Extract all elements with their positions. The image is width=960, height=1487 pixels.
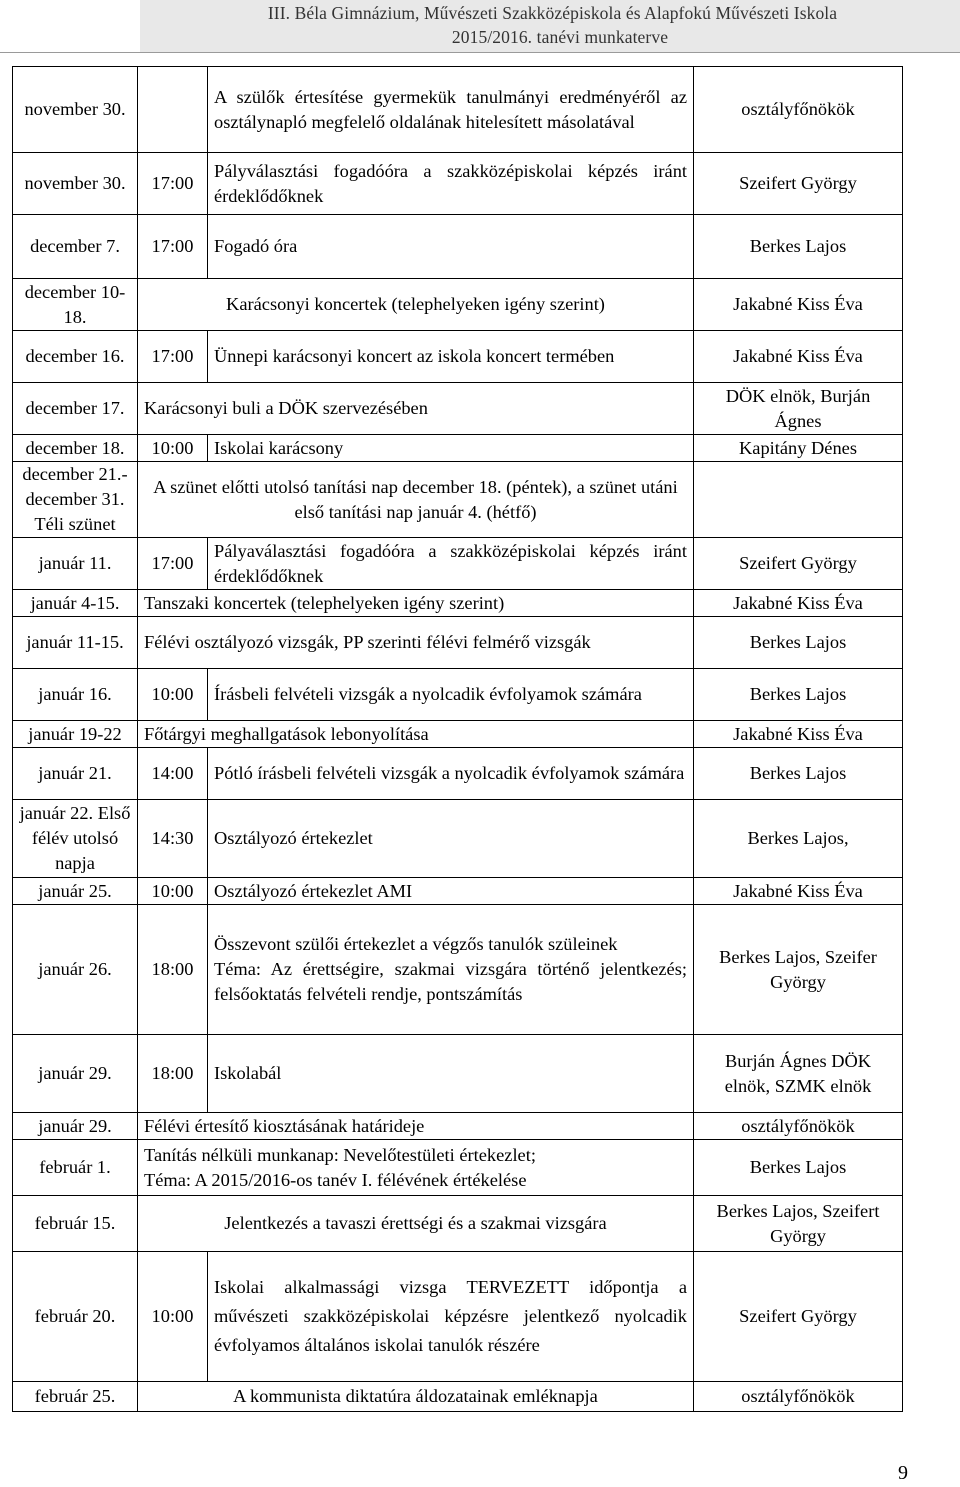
row-description: Osztályozó értekezlet AMI (208, 878, 694, 905)
row-date: február 15. (13, 1196, 138, 1252)
row-responsible: Berkes Lajos, Szeifert György (694, 1196, 903, 1252)
row-description: Ünnepi karácsonyi koncert az iskola koncert termében (208, 331, 694, 383)
row-description: Írásbeli felvételi vizsgák a nyolcadik évfolyamok számára (208, 669, 694, 721)
table-row (13, 67, 903, 153)
row-responsible (694, 462, 903, 538)
row-time: 10:00 (138, 1252, 208, 1382)
table-row (13, 538, 903, 590)
table-row (13, 1035, 903, 1113)
staff-meeting-topic: Téma: A 2015/2016-os tanév I. félévének értékelése (144, 1169, 527, 1190)
table-row (13, 1113, 903, 1140)
header-rule (0, 52, 960, 53)
row-time: 10:00 (138, 878, 208, 905)
row-description: Pályválasztási fogadóóra a szakközépiskolai képzés iránt érdeklődőknek (208, 153, 694, 215)
row-description: A szülők értesítése gyermekük tanulmányi eredményéről az osztálynapló megfelelő oldalának hitelesített másolatával (208, 67, 694, 153)
row-description: A kommunista diktatúra áldozatainak emléknapja (138, 1382, 694, 1412)
row-date: november 30. (13, 67, 138, 153)
table-row (13, 1382, 903, 1412)
row-responsible: osztályfőnökök (694, 67, 903, 153)
row-responsible: Szeifert György (694, 1252, 903, 1382)
row-date: december 7. (13, 215, 138, 279)
table-row (13, 279, 903, 331)
table-row (13, 590, 903, 617)
table-row (13, 435, 903, 462)
table-row (13, 153, 903, 215)
row-time: 18:00 (138, 1035, 208, 1113)
table-row (13, 905, 903, 1035)
row-time: 17:00 (138, 215, 208, 279)
row-date: december 10-18. (13, 279, 138, 331)
row-description: Iskolai alkalmassági vizsga TERVEZETT időpontja a művészeti szakközépiskolai képzésre jelentkező nyolcadik évfolyamos általános iskolai tanulók részére (208, 1252, 694, 1382)
row-description: Jelentkezés a tavaszi érettségi és a szakmai vizsgára (138, 1196, 694, 1252)
row-description: Félévi értesítő kiosztásának határideje (138, 1113, 694, 1140)
row-date: január 26. (13, 905, 138, 1035)
row-date: január 19-22 (13, 721, 138, 748)
row-time: 17:00 (138, 153, 208, 215)
table-row (13, 1196, 903, 1252)
row-description: Iskolabál (208, 1035, 694, 1113)
row-description: Félévi osztályozó vizsgák, PP szerinti félévi felmérő vizsgák (138, 617, 694, 669)
row-date: február 1. (13, 1140, 138, 1196)
row-description: Főtárgyi meghallgatások lebonyolítása (138, 721, 694, 748)
row-date: január 25. (13, 878, 138, 905)
header-school-name: III. Béla Gimnázium, Művészeti Szakközépiskola és Alapfokú Művészeti Iskola (267, 3, 838, 23)
row-responsible: Berkes Lajos (694, 748, 903, 800)
row-responsible: Kapitány Dénes (694, 435, 903, 462)
row-date: január 4-15. (13, 590, 138, 617)
row-date: január 21. (13, 748, 138, 800)
row-responsible: Szeifert György (694, 153, 903, 215)
row-responsible: Berkes Lajos, Szeifer György (694, 905, 903, 1035)
meeting-line: Összevont szülői értekezlet a végzős tanulók szüleinek (214, 934, 618, 954)
table-row (13, 215, 903, 279)
row-description: Karácsonyi koncertek (telephelyeken igény szerint) (138, 279, 694, 331)
row-time: 18:00 (138, 905, 208, 1035)
row-date: január 16. (13, 669, 138, 721)
row-responsible: Berkes Lajos, (694, 800, 903, 878)
page-number: 9 (898, 1462, 908, 1484)
table-row (13, 748, 903, 800)
schedule-table (12, 66, 903, 1412)
row-responsible: Jakabné Kiss Éva (694, 721, 903, 748)
table-row (13, 617, 903, 669)
row-time: 17:00 (138, 331, 208, 383)
table-row (13, 878, 903, 905)
staff-meeting-line: Tanítás nélküli munkanap: Nevelőtestületi értekezlet; (144, 1144, 536, 1165)
row-responsible: Jakabné Kiss Éva (694, 331, 903, 383)
row-time: 10:00 (138, 669, 208, 721)
row-responsible: osztályfőnökök (694, 1382, 903, 1412)
row-date: december 21.- december 31. Téli szünet (13, 462, 138, 538)
row-time: 14:30 (138, 800, 208, 878)
row-description: A szünet előtti utolsó tanítási nap december 18. (péntek), a szünet utáni első tanítási nap január 4. (hétfő) (138, 462, 694, 538)
row-time: 10:00 (138, 435, 208, 462)
page-header (0, 0, 960, 56)
row-description: Iskolai karácsony (208, 435, 694, 462)
row-description: Osztályozó értekezlet (208, 800, 694, 878)
row-responsible: Berkes Lajos (694, 617, 903, 669)
row-date: január 29. (13, 1035, 138, 1113)
table-row (13, 1140, 903, 1196)
row-responsible: Berkes Lajos (694, 669, 903, 721)
row-date: december 17. (13, 383, 138, 435)
table-row (13, 721, 903, 748)
row-description (208, 905, 694, 1035)
row-responsible: Burján Ágnes DÖK elnök, SZMK elnök (694, 1035, 903, 1113)
row-date: december 18. (13, 435, 138, 462)
table-row (13, 669, 903, 721)
row-description: Pályaválasztási fogadóóra a szakközépiskolai képzés iránt érdeklődőknek (208, 538, 694, 590)
row-time (138, 67, 208, 153)
row-description: Karácsonyi buli a DÖK szervezésében (138, 383, 694, 435)
table-row (13, 383, 903, 435)
row-time: 17:00 (138, 538, 208, 590)
row-date: november 30. (13, 153, 138, 215)
row-date: december 16. (13, 331, 138, 383)
row-responsible: Jakabné Kiss Éva (694, 590, 903, 617)
row-time: 14:00 (138, 748, 208, 800)
row-date: január 29. (13, 1113, 138, 1140)
row-date: február 25. (13, 1382, 138, 1412)
row-responsible: Jakabné Kiss Éva (694, 279, 903, 331)
table-row (13, 462, 903, 538)
row-responsible: Berkes Lajos (694, 1140, 903, 1196)
table-row (13, 800, 903, 878)
header-plan-title: 2015/2016. tanévi munkaterve (451, 27, 669, 47)
row-description: Fogadó óra (208, 215, 694, 279)
row-responsible: DÖK elnök, Burján Ágnes (694, 383, 903, 435)
table-row (13, 331, 903, 383)
table-row (13, 1252, 903, 1382)
row-description: Tanszaki koncertek (telephelyeken igény szerint) (138, 590, 694, 617)
row-date: február 20. (13, 1252, 138, 1382)
row-date: január 11-15. (13, 617, 138, 669)
row-description (138, 1140, 694, 1196)
row-date: január 11. (13, 538, 138, 590)
row-responsible: osztályfőnökök (694, 1113, 903, 1140)
row-responsible: Szeifert György (694, 538, 903, 590)
row-responsible: Berkes Lajos (694, 215, 903, 279)
row-description: Pótló írásbeli felvételi vizsgák a nyolcadik évfolyamok számára (208, 748, 694, 800)
row-date: január 22. Első félév utolsó napja (13, 800, 138, 878)
meeting-topic: Téma: Az érettségire, szakmai vizsgára történő jelentkezés; felsőoktatás felvételi rendje, pontszámítás (214, 959, 687, 1004)
row-responsible: Jakabné Kiss Éva (694, 878, 903, 905)
